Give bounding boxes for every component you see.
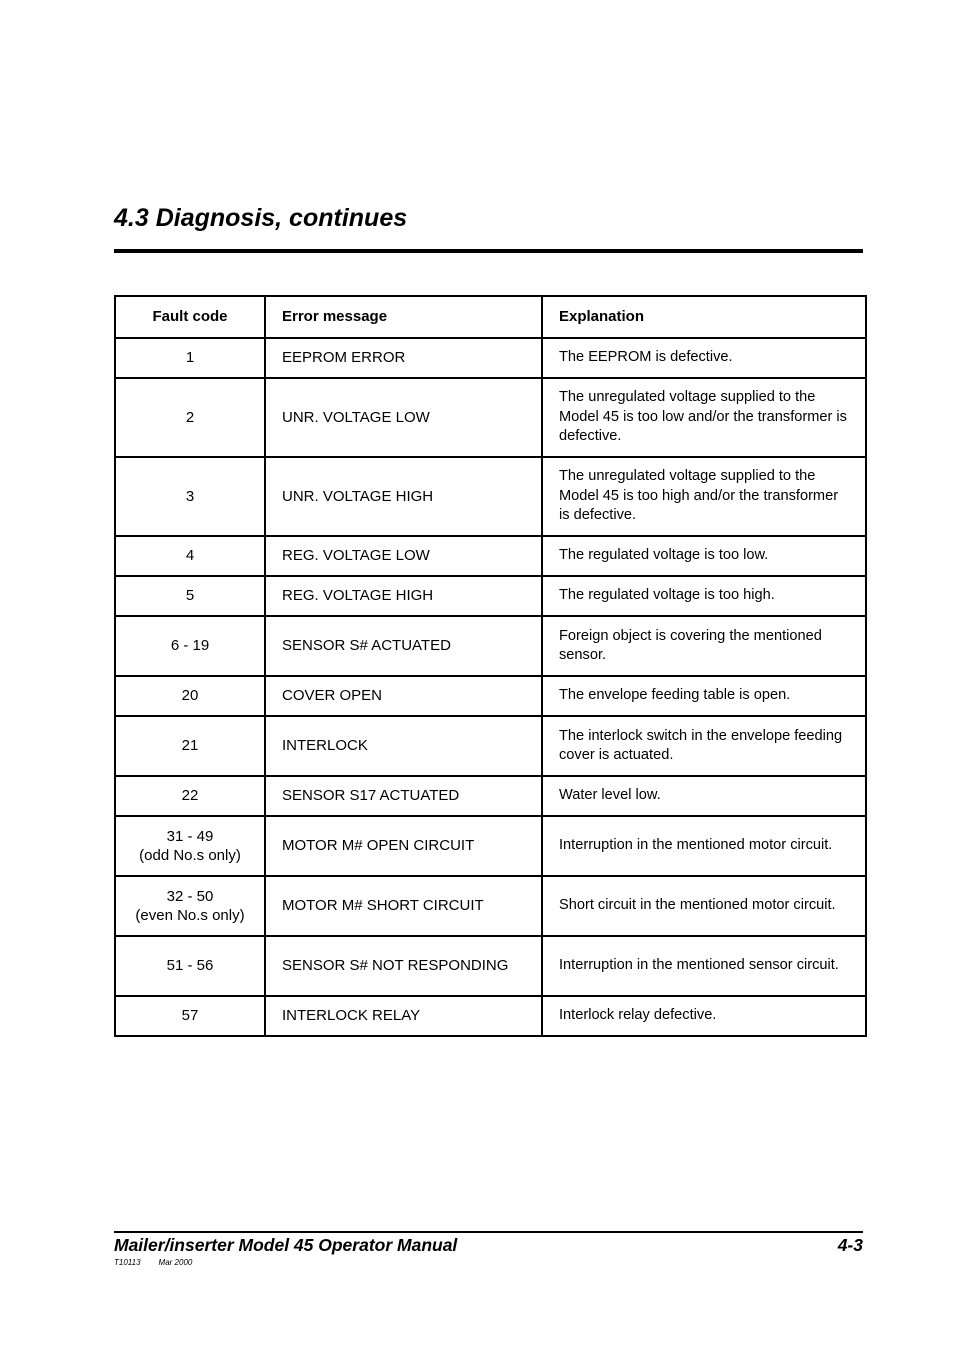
table-row [115,338,866,378]
fault-code-cell [115,676,265,716]
explanation-cell: The regulated voltage is too low. [542,536,866,576]
table-row [115,576,866,616]
error-message-cell: MOTOR M# SHORT CIRCUIT [265,876,542,936]
error-message-cell: EEPROM ERROR [265,338,542,378]
explanation-cell: The regulated voltage is too high. [542,576,866,616]
fault-code-cell [115,936,265,996]
fault-code-line: 57 [181,1007,199,1025]
page-number: 4-3 [837,1235,863,1255]
fault-code-line: (odd No.s only) [139,847,241,864]
fault-code-cell [115,576,265,616]
fault-code-cell [115,876,265,936]
explanation-cell: The envelope feeding table is open. [542,676,866,716]
fault-code-line: 2 [185,408,195,426]
fault-code-cell [115,457,265,536]
fault-code-line: 51 - 56 [166,957,214,975]
error-message-cell: INTERLOCK RELAY [265,996,542,1036]
footer-rule [114,1231,863,1233]
explanation-cell: The interlock switch in the envelope feeding cover is actuated. [542,716,866,776]
table-row [115,676,866,716]
header-error-message: Error message [265,296,542,338]
table-header-row [115,296,866,338]
table-row [115,536,866,576]
error-message-cell: UNR. VOLTAGE HIGH [265,457,542,536]
fault-code-cell [115,536,265,576]
fault-code-line: 1 [185,349,195,367]
fault-code-line: 20 [181,687,199,705]
fault-code-table [114,295,867,1037]
explanation-cell: The EEPROM is defective. [542,338,866,378]
table-row [115,816,866,876]
error-message-cell: SENSOR S# NOT RESPONDING [265,936,542,996]
fault-code-cell [115,338,265,378]
error-message-cell: SENSOR S# ACTUATED [265,616,542,676]
fault-code-cell [115,616,265,676]
explanation-cell: The unregulated voltage supplied to the Model 45 is too low and/or the transformer is defective. [542,378,866,457]
error-message-cell: INTERLOCK [265,716,542,776]
fault-code-cell [115,776,265,816]
explanation-cell: Foreign object is covering the mentioned sensor. [542,616,866,676]
fault-code-line: 22 [181,787,199,805]
fault-code-cell [115,996,265,1036]
fault-code-line: 6 - 19 [170,637,210,655]
fault-code-cell [115,716,265,776]
fault-code-line: 3 [185,487,195,505]
error-message-cell: REG. VOLTAGE LOW [265,536,542,576]
table-body [115,338,866,1036]
fault-code-line: 32 - 50 [166,887,214,905]
error-message-cell: REG. VOLTAGE HIGH [265,576,542,616]
explanation-cell: Water level low. [542,776,866,816]
table-row [115,936,866,996]
error-message-cell: MOTOR M# OPEN CIRCUIT [265,816,542,876]
doc-number: T10113 [114,1258,141,1267]
table-row [115,776,866,816]
table-row [115,457,866,536]
explanation-cell: Interruption in the mentioned motor circuit. [542,816,866,876]
explanation-cell: Interlock relay defective. [542,996,866,1036]
fault-code-line: 31 - 49 [166,827,214,845]
table-row [115,716,866,776]
table-row [115,876,866,936]
error-message-cell: COVER OPEN [265,676,542,716]
fault-code-line: 4 [185,547,195,565]
header-explanation: Explanation [542,296,866,338]
footer-title: Mailer/inserter Model 45 Operator Manual [114,1235,458,1255]
table-row [115,996,866,1036]
explanation-cell: The unregulated voltage supplied to the Model 45 is too high and/or the transformer is defective. [542,457,866,536]
fault-code-cell [115,816,265,876]
table-row [115,616,866,676]
footer-meta [114,1258,192,1267]
error-message-cell: SENSOR S17 ACTUATED [265,776,542,816]
header-fault-code: Fault code [115,296,265,338]
table-row [115,378,866,457]
fault-code-line: 5 [185,587,195,605]
doc-date: Mar 2000 [158,1258,193,1267]
fault-code-line: 21 [181,737,199,755]
explanation-cell: Interruption in the mentioned sensor circuit. [542,936,866,996]
error-message-cell: UNR. VOLTAGE LOW [265,378,542,457]
title-rule [114,249,863,253]
fault-code-cell [115,378,265,457]
explanation-cell: Short circuit in the mentioned motor circuit. [542,876,866,936]
section-title: 4.3 Diagnosis, continues [114,204,408,232]
fault-code-line: (even No.s only) [135,907,245,924]
